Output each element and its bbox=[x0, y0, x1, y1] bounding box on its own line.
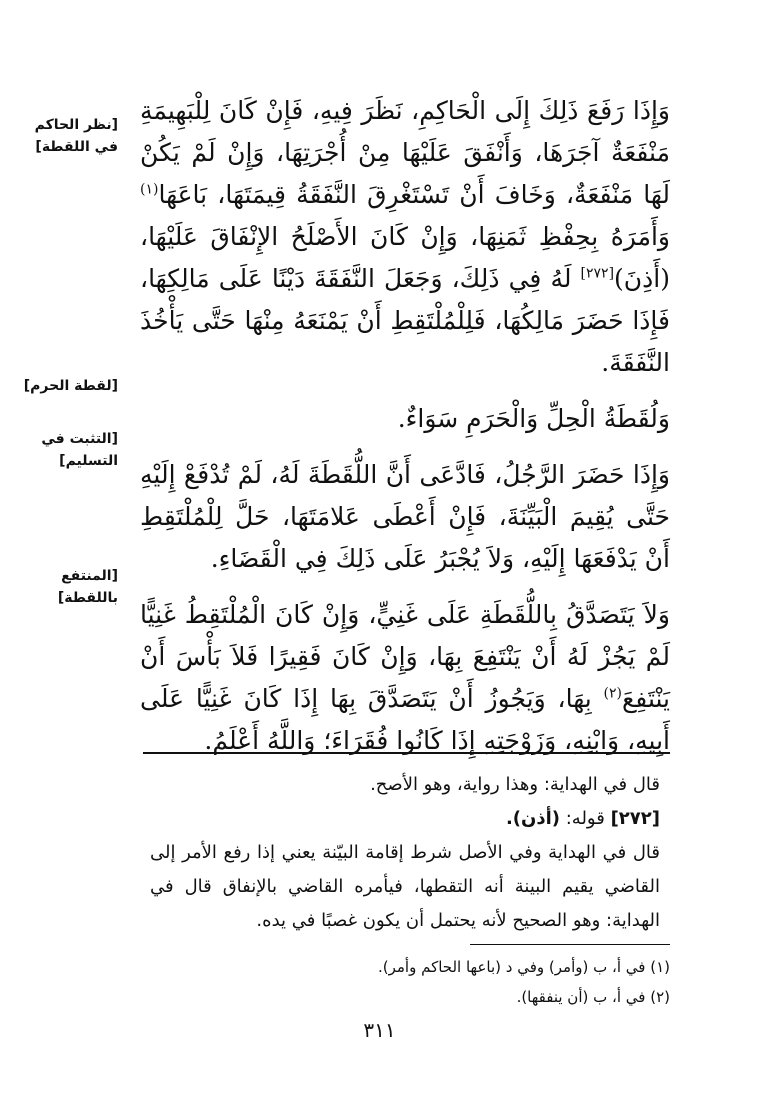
commentary-line-1: قال في الهداية: وهذا رواية، وهو الأصح. bbox=[370, 774, 660, 795]
margin-note-verification: [التثبت في التسليم] bbox=[41, 431, 118, 469]
commentary-block bbox=[150, 768, 660, 938]
paragraph-4 bbox=[140, 594, 670, 762]
commentary-divider bbox=[143, 752, 670, 754]
commentary-body: قال في الهداية وفي الأصل شرط إقامة البيّنة يعني إذا رفع الأمر إلى القاضي يقيم البينة أنه التقطها، فيأمره القاضي بالإنفاق قال في الهداية: وهو الصحيح لأنه يحتمل أن يكون غصبًا في يده. bbox=[150, 842, 660, 931]
commentary-heading bbox=[150, 802, 660, 836]
margin-note-beneficiary: [المنتفع باللقطة] bbox=[57, 568, 118, 606]
margin-note-judge: [نظر الحاكم في اللقطة] bbox=[34, 117, 118, 155]
paragraph-2: وَلُقَطَةُ الْحِلِّ وَالْحَرَمِ سَوَاءٌ. bbox=[397, 404, 670, 433]
paragraph-3: وَإِذَا حَضَرَ الرَّجُلُ، فَادَّعَى أَنَّ اللُّقَطَةَ لَهُ، لَمْ تُدْفَعْ إِلَيْهِ حَتَّى يُقِيمَ الْبَيِّنَةَ، فَإِنْ أَعْطَى عَلامَتَهَا، حَلَّ لِلْمُلْتَقِطِ أَنْ يَدْفَعَهَا إِلَيْهِ، وَلاَ يُجْبَرُ عَلَى ذَلِكَ فِي الْقَضَاءِ. bbox=[140, 460, 670, 573]
paragraph-1 bbox=[140, 90, 670, 384]
commentary-ref-label: قوله: bbox=[560, 808, 611, 829]
main-text bbox=[140, 90, 670, 776]
page-number: ٣١١ bbox=[363, 1018, 396, 1042]
commentary-ref-marker[interactable]: [٢٧٢] bbox=[580, 265, 615, 282]
margin-note-haram: [لقطة الحرم] bbox=[23, 378, 118, 394]
footnote-divider bbox=[470, 944, 670, 945]
footnotes bbox=[150, 952, 670, 1012]
commentary-ref-word: (أذن). bbox=[505, 808, 561, 829]
footnote-marker-1[interactable]: (١) bbox=[140, 181, 159, 198]
footnote-1: (١) في أ، ب (وأمر) وفي د (باعها الحاكم وأمر). bbox=[377, 958, 670, 976]
footnote-2: (٢) في أ، ب (أن ينفقها). bbox=[516, 988, 670, 1006]
footnote-marker-2[interactable]: (٢) bbox=[603, 685, 622, 702]
commentary-ref-number: [٢٧٢] bbox=[610, 808, 660, 829]
paragraph-1-part-a: وَإِذَا رَفَعَ ذَلِكَ إِلَى الْحَاكِمِ، نَظَرَ فِيهِ، فَإِنْ كَانَ لِلْبَهِيمَةِ مَنْفَعَةٌ آجَرَهَا، وَأَنْفَقَ عَلَيْهَا مِنْ أُجْرَتِهَا، وَإِنْ لَمْ يَكُنْ لَهَا مَنْفَعَةٌ، وَخَافَ أَنْ تَسْتَغْرِقَ النَّفَقَةُ قِيمَتَهَا، بَاعَهَا bbox=[140, 96, 670, 209]
paragraph-4-part-b: بِهَا، وَيَجُوزُ أَنْ يَتَصَدَّقَ بِهَا إِذَا كَانَ غَنِيًّا عَلَى أَبِيهِ، وَابْنِهِ، وَزَوْجَتِهِ إِذَا كَانُوا فُقَرَاءَ؛ وَاللَّهُ أَعْلَمُ. bbox=[140, 684, 670, 755]
paragraph-4-part-a: وَلاَ يَتَصَدَّقُ بِاللُّقَطَةِ عَلَى غَنِيٍّ، وَإِنْ كَانَ الْمُلْتَقِطُ غَنِيًّا لَمْ يَجُزْ لَهُ أَنْ يَنْتَفِعَ بِهَا، وَإِنْ كَانَ فَقِيرًا فَلاَ بَأْسَ أَنْ يَنْتَفِعَ bbox=[140, 600, 670, 713]
paragraph-1-part-c: لَهُ فِي ذَلِكَ، وَجَعَلَ النَّفَقَةَ دَيْنًا عَلَى مَالِكِهَا، فَإِذَا حَضَرَ مَالِكُهَا، فَلِلْمُلْتَقِطِ أَنْ يَمْنَعَهُ مِنْهَا حَتَّى يَأْخُذَ النَّفَقَةَ. bbox=[140, 264, 670, 377]
paragraph-1-part-b: وَأَمَرَهُ بِحِفْظِ ثَمَنِهَا، وَإِنْ كَانَ الأَصْلَحُ الإِنْفَاقَ عَلَيْهَا، (أَذِنَ) bbox=[140, 222, 670, 293]
